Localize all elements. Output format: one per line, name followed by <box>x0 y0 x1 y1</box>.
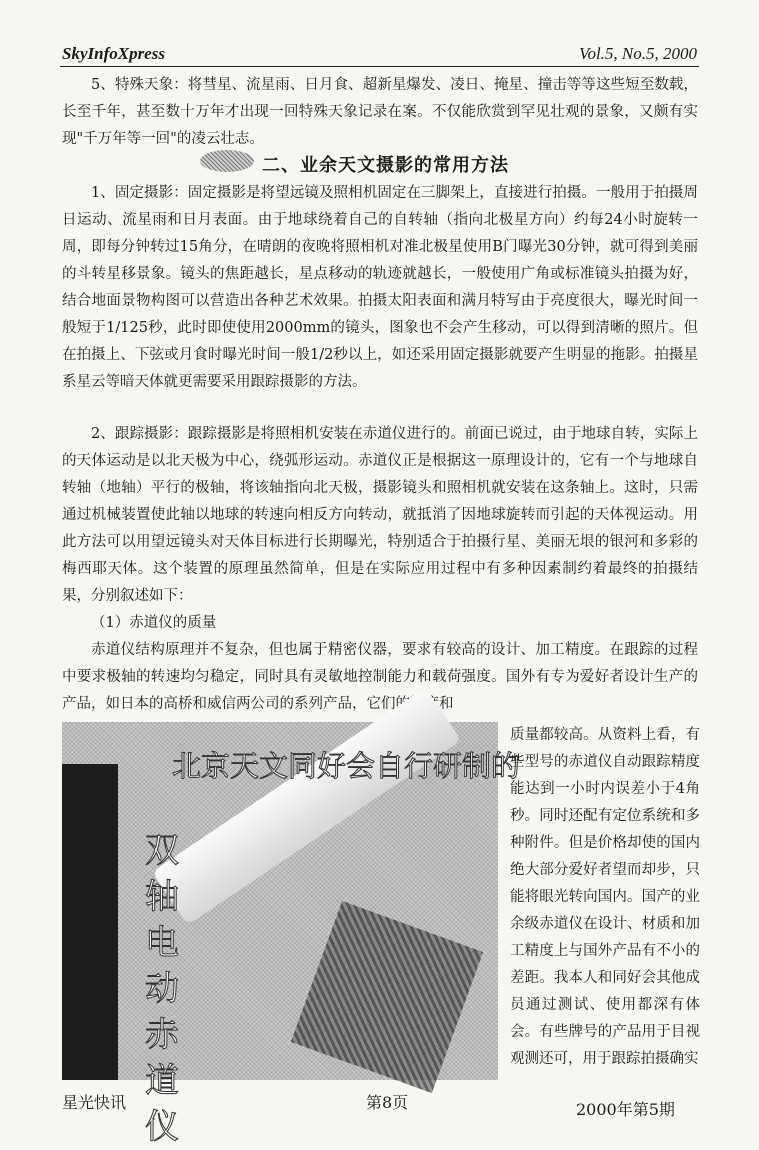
footer-publication: 星光快讯 <box>62 1093 127 1112</box>
paragraph-text: 1、固定摄影：固定摄影是将望远镜及照相机固定在三脚架上，直接进行拍摄。一般用于拍摄周日运动、流星雨和日月表面。由于地球绕着自己的自转轴（指向北极星方向）约每24小时旋转一周，即每分钟转过15角分，在晴朗的夜晚将照相机对准北极星使用B门曝光30分钟，就可得到美丽的斗转星移景象。镜头的焦距越长，星点移动的轨迹就越长，一般使用广角或标准镜头拍摄为好，结合地面景物构图可以营造出各种艺术效果。拍摄太阳表面和满月特写由于亮度很大，曝光时间一般短于1/125秒，此时即使使用2000mm的镜头，图象也不会产生移动，可以得到清晰的照片。但在拍摄上、下弦或月食时曝光时间一般1/2秒以上，如还采用固定摄影就要产生明显的拖影。拍摄星系星云等暗天体就更需要采用跟踪摄影的方法。 <box>62 185 698 390</box>
journal-name: SkyInfoXpress <box>62 44 165 63</box>
telescope-tube <box>152 687 461 925</box>
paragraph-beside-photo: 质量都较高。从资料上看，有些型号的赤道仪自动跟踪精度能达到一小时内误差小于4角秒。同时还配有定位系统和多种附件。但是价格却使的国内绝大部分爱好者望而却步，只能将眼光转向国内。国产的业余级赤道仪在设计、材质和加工精度上与国外产品有不小的差距。我本人和同好会其他成员通过测试、使用都深有体会。有些牌号的产品用于目视观测还可，用于跟踪拍摄确实 <box>510 727 700 1067</box>
paragraph-tracking-photography <box>62 421 698 610</box>
subheading-equatorial-quality <box>62 610 698 637</box>
footer-issue: 2000年第5期 <box>576 1100 675 1119</box>
paragraph-special-phenomena <box>62 72 698 153</box>
paragraph-text: 赤道仪结构原理并不复杂，但也属于精密仪器，要求有较高的设计、加工精度。在跟踪的过程中要求极轴的转速均匀稳定，同时具有灵敏地控制能力和载荷强度。国外有专为爱好者设计生产的产品，如日本的高桥和威信两公司的系列产品，它们的精度和 <box>62 642 698 712</box>
section-title: 二、业余天文摄影的常用方法 <box>262 155 509 176</box>
telescope-mount <box>291 901 483 1093</box>
photo-dark-background <box>62 764 118 1080</box>
paragraph-fixed-photography <box>62 180 698 396</box>
paragraph-equatorial-quality <box>62 637 698 718</box>
photo-caption-vertical: 双 轴 电 动 赤 道 仪 <box>145 831 179 1147</box>
page-number: 第8页 <box>366 1093 409 1112</box>
paragraph-text: 5、特殊天象：将彗星、流星雨、日月食、超新星爆发、凌日、掩星、撞击等等这些短至数载，长至千年，甚至数十万年才出现一回特殊天象记录在案。不仅能欣赏到罕见壮观的景象，又颇有实现"千万年等一回"的凌云壮志。 <box>62 77 698 147</box>
header-rule <box>60 66 699 67</box>
section-ornament-icon <box>200 150 254 172</box>
subheading-text: （1）赤道仪的质量 <box>91 615 217 631</box>
paragraph-text: 2、跟踪摄影：跟踪摄影是将照相机安装在赤道仪进行的。前面已说过，由于地球自转，实际上的天体运动是以北天极为中心，绕弧形运动。赤道仪正是根据这一原理设计的，它有一个与地球自转轴（地轴）平行的极轴，将该轴指向北天极，摄影镜头和照相机就安装在这条轴上。这时，只需通过机械装置使此轴以地球的转速向相反方向转动，就抵消了因地球旋转而引起的天体视运动。用此方法可以用望远镜头对天体目标进行长期曝光，特别适合于拍摄行星、美丽无垠的银河和多彩的梅西耶天体。这个装置的原理虽然简单，但是在实际应用过程中有多种因素制约着最终的拍摄结果，分别叙述如下： <box>62 426 698 604</box>
photo-caption-top: 北京天文同好会自行研制的 <box>172 749 521 783</box>
issue-info: Vol.5, No.5, 2000 <box>578 44 697 63</box>
